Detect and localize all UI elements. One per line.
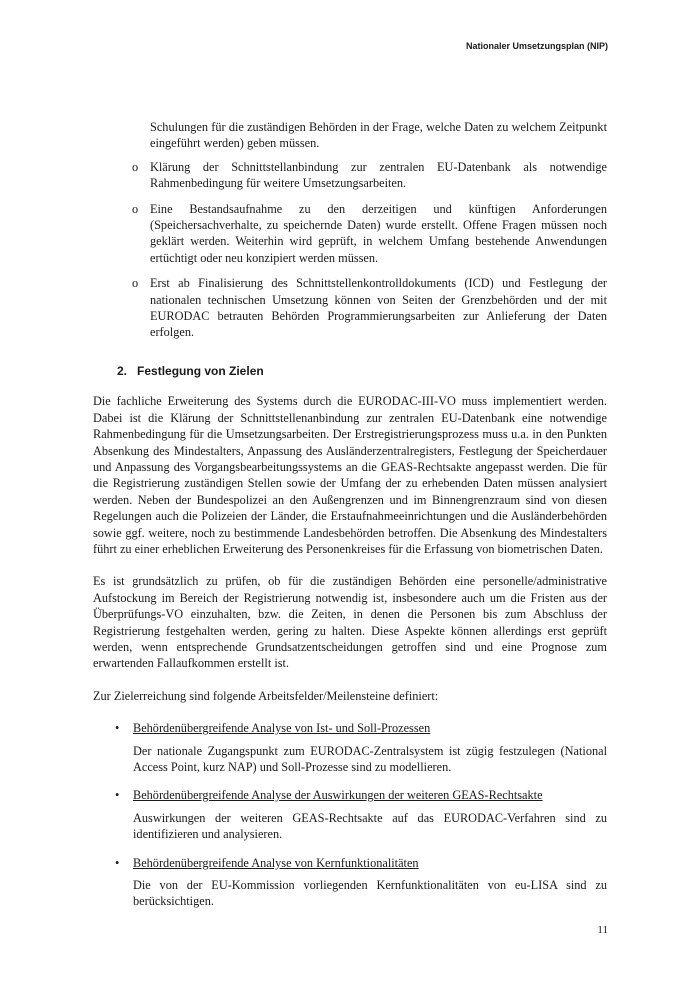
- milestone-text: Der nationale Zugangspunkt zum EURODAC-Zentralsystem ist zügig festzulegen (National Access Point, kurz NAP) und Soll-Prozesse sind zu modellieren.: [133, 743, 607, 774]
- running-header: Nationaler Umsetzungsplan (NIP): [465, 41, 608, 51]
- list-item: [93, 159, 607, 192]
- page-number: 11: [597, 924, 608, 936]
- milestone-item: [93, 855, 607, 910]
- circle-bullet-icon: o: [132, 201, 139, 216]
- milestone-item: [93, 720, 607, 775]
- intro-continuation: Schulungen für die zuständigen Behörden in der Frage, welche Daten zu welchem Zeitpunkt eingeführt werden) geben müssen.: [150, 120, 607, 151]
- section-number: 2.: [117, 363, 128, 378]
- section-heading: [117, 363, 607, 379]
- milestone-list: [93, 720, 607, 910]
- bullet-icon: •: [115, 721, 120, 736]
- list-item-text: Eine Bestandsaufnahme zu den derzeitigen und künftigen Anforderungen (Speichersachverhalte, zu speichernde Daten) wurde erstellt. Offene Fragen müssen noch geklärt werden. Weiterhin wird geprüft, in welchem Umfang bestehende Anwendungen ertüchtigt oder neu konzipiert werden müssen.: [150, 201, 607, 265]
- body-paragraph: Zur Zielerreichung sind folgende Arbeitsfelder/Meilensteine definiert:: [93, 688, 439, 703]
- page-content: [93, 119, 607, 922]
- bullet-icon: •: [115, 855, 120, 870]
- list-item-text: Erst ab Finalisierung des Schnittstellenkontrolldokuments (ICD) und Festlegung der nationalen technischen Umsetzung können von Seiten der Grenzbehörden und der mit EURODAC betrauten Behörden Programmierungsarbeiten zur Anlieferung der Daten erfolgen.: [150, 276, 607, 340]
- milestone-title: Behördenübergreifende Analyse von Ist- und Soll-Prozessen: [133, 721, 431, 736]
- circle-bullet-icon: o: [132, 159, 139, 174]
- list-item: [93, 275, 607, 341]
- bullet-icon: •: [115, 788, 120, 803]
- list-item: [93, 201, 607, 267]
- list-item-text: Klärung der Schnittstellanbindung zur zentralen EU-Datenbank als notwendige Rahmenbedingung für weitere Umsetzungsarbeiten.: [150, 159, 607, 191]
- section-title: Festlegung von Zielen: [137, 363, 264, 378]
- body-paragraph: Es ist grundsätzlich zu prüfen, ob für die zuständigen Behörden eine personelle/administrative Aufstockung im Bereich der Registrierung notwendig ist, insbesondere auch um die Fristen aus der Überprüfungs-VO einzuhalten, bzw. die Zeiten, in denen die Personen bis zum Abschluss der Registrierung festgehalten werden, gering zu halten. Diese Aspekte können allerdings erst geprüft werden, wenn entsprechende Grundsatzentscheidungen getroffen sind und eine Prognose zum erwartenden Fallaufkommen erstellt ist.: [93, 574, 607, 671]
- milestone-item: [93, 787, 607, 842]
- circle-bullet-icon: o: [132, 276, 139, 291]
- body-paragraph: Die fachliche Erweiterung des Systems durch die EURODAC-III-VO muss implementiert werden. Dabei ist die Klärung der Schnittstellenanbindung zur zentralen EU-Datenbank eine notwendige Rahmenbedingung für die Umsetzungsarbeiten. Der Erstregistrierungsprozess muss u.a. in den Punkten Absenkung des Mindestalters, Anpassung des Ausländerzentralregisters, Festlegung der Speicherdauer und Anpassung des Vorgangsbearbeitungssystems an die GEAS-Rechtsakte angepasst werden. Die für die Registrierung zuständigen Stellen sowie der Umfang der zu erhebenden Daten müssen analysiert werden. Neben der Bundespolizei an den Außengrenzen und im Binnengrenzraum sind von diesen Regelungen auch die Polizeien der Länder, die Erstaufnahmeeinrichtungen und die Ausländerbehörden sowie ggf. weitere, noch zu bestimmende Landesbehörden betroffen. Die Absenkung des Mindestalters führt zu einer erheblichen Erweiterung des Personenkreises für die Erfassung von biometrischen Daten.: [93, 394, 607, 556]
- milestone-text: Auswirkungen der weiteren GEAS-Rechtsakte auf das EURODAC-Verfahren sind zu identifizieren und analysieren.: [133, 810, 607, 842]
- milestone-title: Behördenübergreifende Analyse von Kernfunktionalitäten: [133, 855, 419, 870]
- sub-item-list: [93, 159, 607, 341]
- milestone-text: Die von der EU-Kommission vorliegenden Kernfunktionalitäten von eu-LISA sind zu berücksichtigen.: [133, 878, 607, 909]
- milestone-title: Behördenübergreifende Analyse der Auswirkungen der weiteren GEAS-Rechtsakte: [133, 788, 543, 803]
